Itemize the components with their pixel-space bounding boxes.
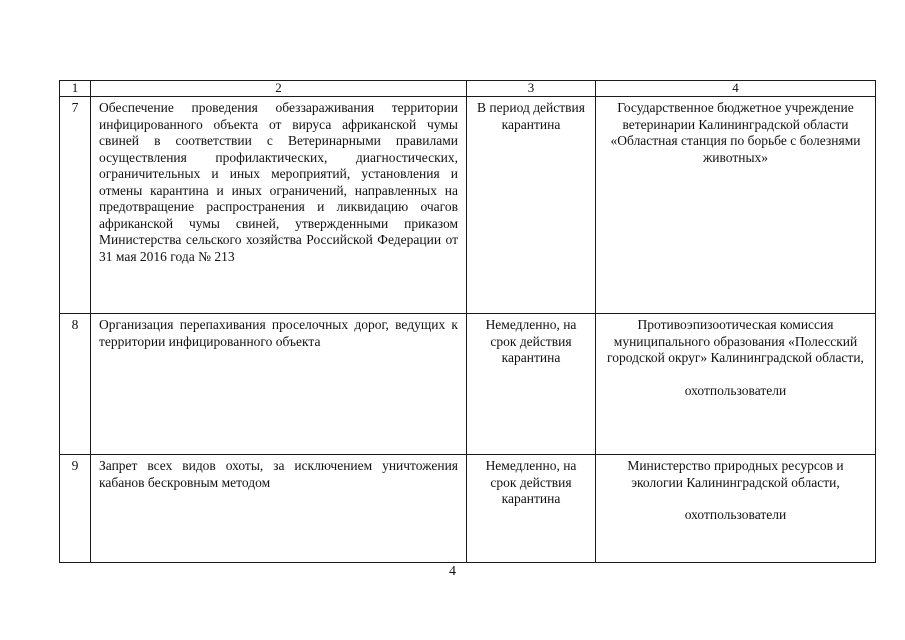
table-row bbox=[60, 314, 876, 455]
row-number: 9 bbox=[60, 455, 91, 563]
responsible-party bbox=[596, 455, 876, 563]
measure-description: Организация перепахивания проселочных дорог, ведущих к территории инфицированного объекта bbox=[91, 314, 467, 455]
row-number: 7 bbox=[60, 97, 91, 314]
responsible-party bbox=[596, 97, 876, 314]
table-row bbox=[60, 97, 876, 314]
measures-table bbox=[59, 80, 876, 563]
responsible-party bbox=[596, 314, 876, 455]
responsible-extra: охотпользователи bbox=[684, 507, 787, 522]
header-cell-3: 3 bbox=[467, 81, 596, 97]
measure-term: В период действия карантина bbox=[467, 97, 596, 314]
table-row bbox=[60, 455, 876, 563]
measure-term: Немедленно, на срок действия карантина bbox=[467, 314, 596, 455]
responsible-text: Противоэпизоотическая комиссия муниципального образования «Полесский городской округ» Калининградской области, bbox=[607, 317, 864, 365]
page-number: 4 bbox=[449, 564, 456, 579]
table-header-row bbox=[60, 81, 876, 97]
measure-description: Обеспечение проведения обеззараживания территории инфицированного объекта от вируса африканской чумы свиней в соответствии с Ветеринарными правилами осуществления профилактических, диагностических, ограничительных и иных мероприятий, установления и отмены карантина и иных ограничений, направленных на предотвращение распространения и ликвидацию очагов африканской чумы свиней, утвержденными приказом Министерства сельского хозяйства Российской Федерации от 31 мая 2016 года № 213 bbox=[91, 97, 467, 314]
header-cell-2: 2 bbox=[91, 81, 467, 97]
header-cell-1: 1 bbox=[60, 81, 91, 97]
measure-description: Запрет всех видов охоты, за исключением уничтожения кабанов бескровным методом bbox=[91, 455, 467, 563]
measure-term: Немедленно, на срок действия карантина bbox=[467, 455, 596, 563]
responsible-extra: охотпользователи bbox=[684, 382, 787, 398]
row-number: 8 bbox=[60, 314, 91, 455]
responsible-text: Государственное бюджетное учреждение ветеринарии Калининградской области «Областная станция по борьбе с болезнями животных» bbox=[610, 100, 861, 165]
responsible-text: Министерство природных ресурсов и экологии Калининградской области, bbox=[627, 458, 844, 490]
header-cell-4: 4 bbox=[596, 81, 876, 97]
